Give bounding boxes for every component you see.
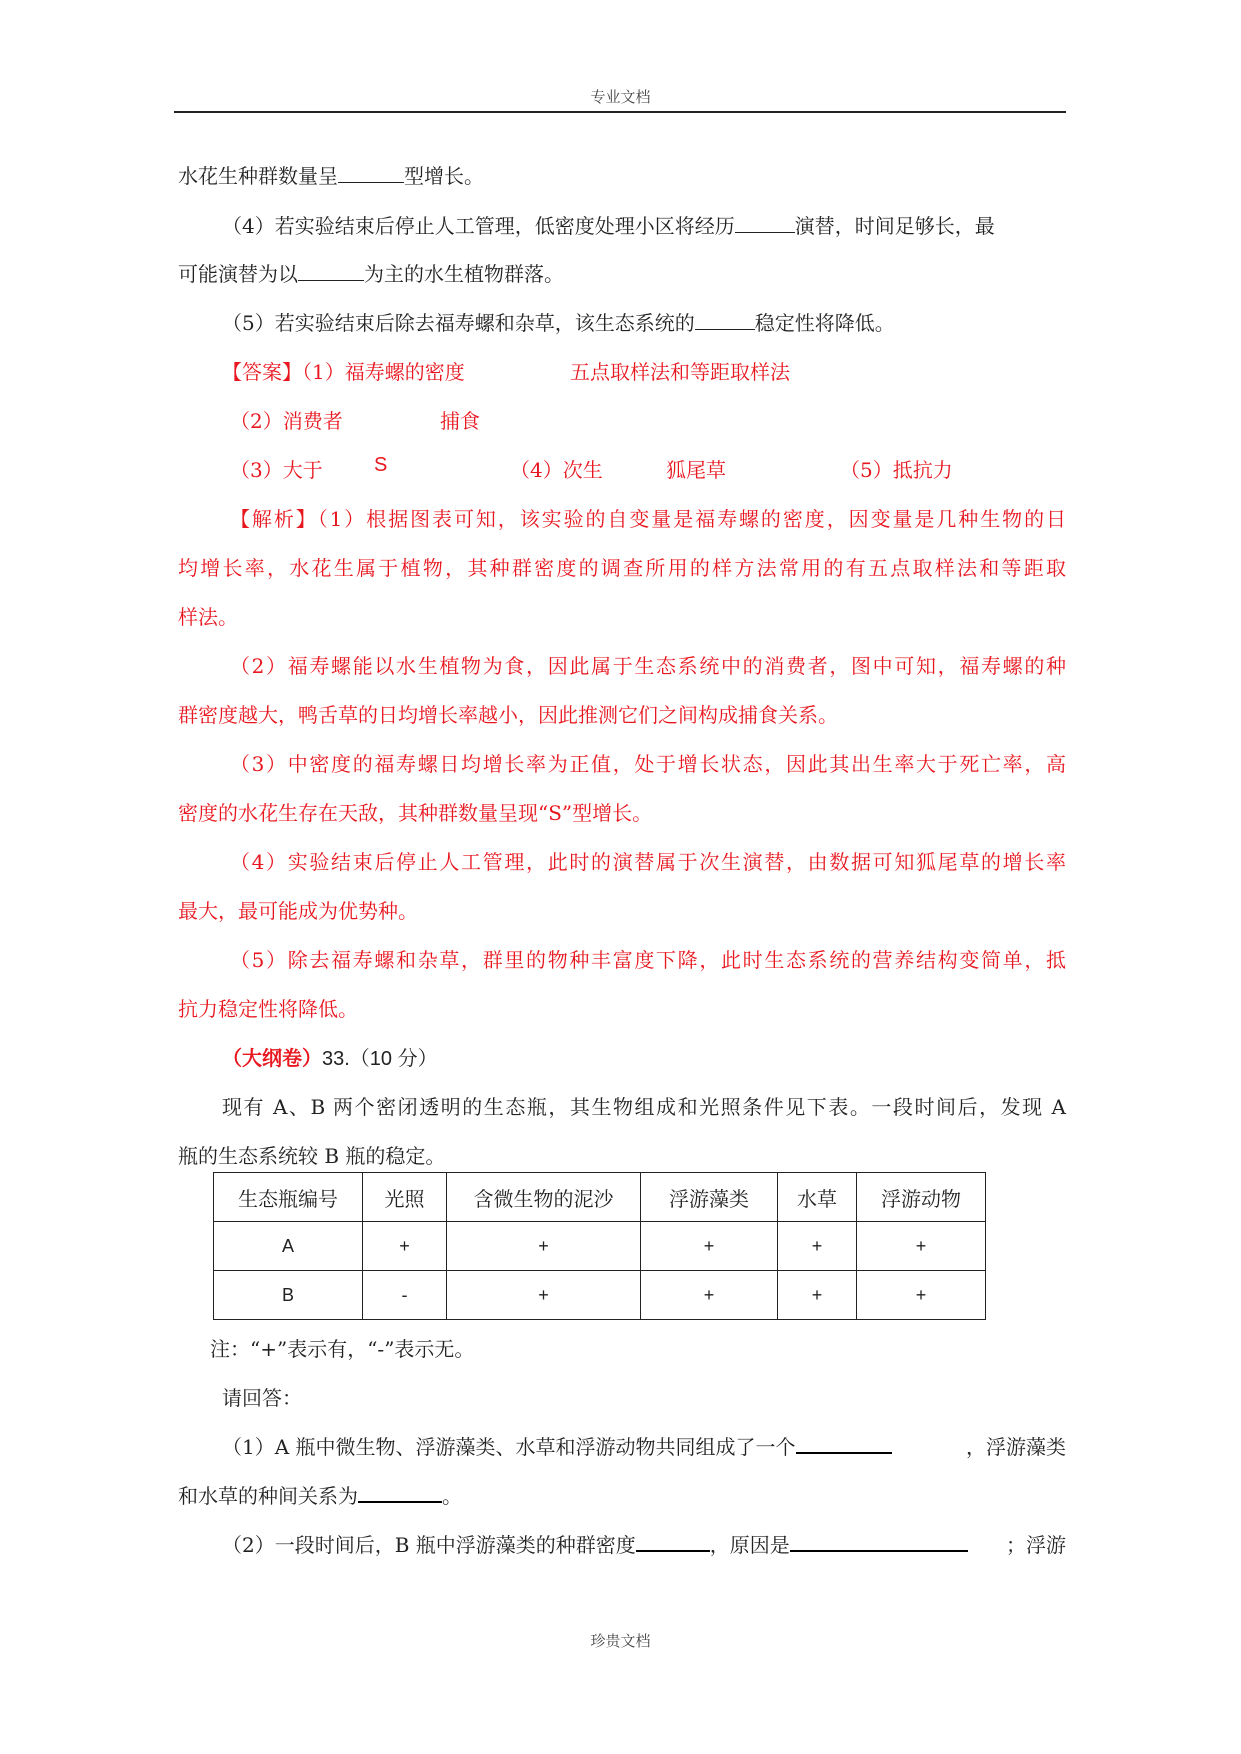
question-33-intro-l1: 现有 A、B 两个密闭透明的生态瓶，其生物组成和光照条件见下表。一段时间后，发现 A — [222, 1095, 1066, 1119]
answer-4: （4）次生 — [510, 458, 603, 482]
ecosystem-table — [213, 1172, 986, 1320]
table-cell: + — [363, 1222, 447, 1271]
answer-line-1 — [222, 356, 465, 385]
answer-1: （1）福寿螺的密度 — [302, 360, 465, 384]
question-source: （大纲卷） — [222, 1046, 322, 1070]
question-4-line-1 — [222, 210, 995, 239]
table-cell: + — [641, 1222, 778, 1271]
answer-3: （3）大于 — [230, 458, 323, 482]
text-span: 。 — [442, 1484, 462, 1508]
fill-blank — [358, 1483, 442, 1503]
fill-blank — [796, 1434, 892, 1454]
analysis-tag: 【解析】 — [230, 507, 318, 531]
analysis-p2-l2: 群密度越大，鸭舌草的日均增长率越小，因此推测它们之间构成捕食关系。 — [178, 703, 838, 727]
analysis-p4-l2: 最大，最可能成为优势种。 — [178, 899, 418, 923]
text-span: （2）一段时间后，B 瓶中浮游藻类的种群密度 — [222, 1533, 636, 1557]
text-span: 演替，时间足够长，最 — [794, 214, 995, 238]
table-cell: + — [447, 1222, 641, 1271]
question-line-1 — [178, 160, 484, 189]
table-note: 注：“+”表示有，“-”表示无。 — [210, 1337, 475, 1361]
text-span: 和水草的种间关系为 — [178, 1484, 358, 1508]
analysis-p1-l3: 样法。 — [178, 605, 238, 629]
table-cell: - — [363, 1271, 447, 1320]
table-header-cell: 浮游动物 — [857, 1173, 986, 1222]
answer-1b: 五点取样法和等距取样法 — [570, 360, 790, 384]
table-row — [214, 1222, 986, 1271]
question-prompt: 请回答： — [222, 1386, 302, 1410]
table-cell: + — [857, 1222, 986, 1271]
text-span: ，原因是 — [709, 1533, 790, 1557]
table-cell: B — [214, 1271, 363, 1320]
fill-blank — [790, 1532, 968, 1552]
answer-5: （5）抵抗力 — [840, 458, 953, 482]
fill-blank — [735, 214, 795, 233]
page-footer: 珍贵文档 — [590, 1632, 651, 1650]
table-cell: + — [778, 1222, 857, 1271]
fill-blank — [636, 1532, 710, 1552]
table-cell: + — [857, 1271, 986, 1320]
table-cell: + — [447, 1271, 641, 1320]
text-span: （5）若实验结束后除去福寿螺和杂草，该生态系统的 — [222, 311, 695, 335]
text-span: （1）根据图表可知，该实验的自变量是福寿螺的密度，因变量是几种生物的日 — [317, 507, 1066, 531]
page-header: 专业文档 — [590, 88, 651, 106]
analysis-p2-l1: （2）福寿螺能以水生植物为食，因此属于生态系统中的消费者，图中可知，福寿螺的种 — [230, 654, 1066, 678]
table-header-cell: 生态瓶编号 — [214, 1173, 363, 1222]
subquestion-1-line-2 — [178, 1480, 462, 1509]
analysis-p3-l2: 密度的水花生存在天敌，其种群数量呈现“S”型增长。 — [178, 801, 653, 825]
text-span: 稳定性将降低。 — [754, 311, 895, 335]
question-33-intro-l2: 瓶的生态系统较 B 瓶的稳定。 — [178, 1144, 446, 1168]
table-header-cell: 水草 — [778, 1173, 857, 1222]
subquestion-1-line-1 — [222, 1431, 1066, 1460]
table-cell: A — [214, 1222, 363, 1271]
question-5-line — [222, 307, 895, 336]
analysis-p1-l2: 均增长率，水花生属于植物，其种群密度的调查所用的样方法常用的有五点取样法和等距取 — [178, 556, 1066, 580]
question-33-heading — [222, 1042, 438, 1071]
text-span: （1）A 瓶中微生物、浮游藻类、水草和浮游动物共同组成了一个 — [222, 1435, 796, 1459]
text-span: 可能演替为以 — [178, 262, 298, 286]
text-span: 型增长。 — [404, 164, 484, 188]
analysis-p5-l1: （5）除去福寿螺和杂草，群里的物种丰富度下降，此时生态系统的营养结构变简单，抵 — [230, 948, 1066, 972]
table-cell: + — [778, 1271, 857, 1320]
text-span: 水花生种群数量呈 — [178, 164, 338, 188]
analysis-p5-l2: 抗力稳定性将降低。 — [178, 997, 358, 1021]
analysis-p3-l1: （3）中密度的福寿螺日均增长率为正值，处于增长状态，因此其出生率大于死亡率，高 — [230, 752, 1066, 776]
question-number: 33.（10 分） — [322, 1048, 438, 1070]
text-span: ；浮游 — [1006, 1533, 1066, 1557]
fill-blank — [338, 164, 404, 183]
question-4-line-2 — [178, 258, 564, 287]
text-span: （4）若实验结束后停止人工管理，低密度处理小区将经历 — [222, 214, 735, 238]
table-cell: + — [641, 1271, 778, 1320]
table-header-cell: 含微生物的泥沙 — [447, 1173, 641, 1222]
header-rule — [174, 111, 1066, 113]
table-row — [214, 1271, 986, 1320]
text-span: 为主的水生植物群落。 — [364, 262, 564, 286]
answer-4b: 狐尾草 — [666, 458, 726, 482]
fill-blank — [298, 262, 364, 281]
subquestion-2-line-1 — [222, 1529, 1066, 1558]
fill-blank — [695, 311, 755, 330]
analysis-p1-l1 — [178, 503, 1066, 532]
answer-2: （2）消费者 — [230, 409, 343, 433]
text-span: ，浮游藻类 — [966, 1435, 1066, 1459]
table-header-cell: 光照 — [363, 1173, 447, 1222]
table-header-row — [214, 1173, 986, 1222]
answer-3b: S — [374, 454, 388, 476]
table-header-cell: 浮游藻类 — [641, 1173, 778, 1222]
answer-2b: 捕食 — [440, 409, 480, 433]
answer-tag: 【答案】 — [222, 360, 302, 384]
analysis-p4-l1: （4）实验结束后停止人工管理，此时的演替属于次生演替，由数据可知狐尾草的增长率 — [230, 850, 1066, 874]
